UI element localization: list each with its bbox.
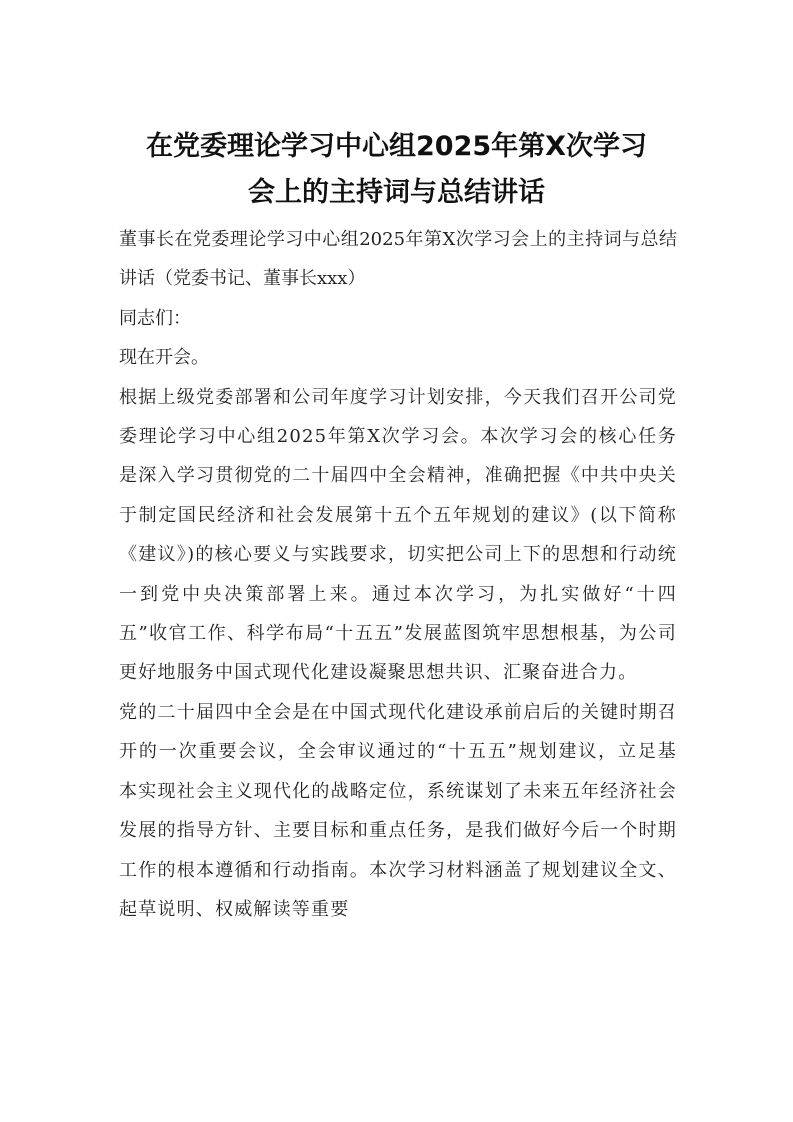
- paragraph-salutation: 同志们：: [119, 307, 191, 329]
- paragraph-body: 党的二十届四中全会是在中国式现代化建设承前启后的关键时期召开的一次重要会议，全会审议通过的“十五五”规划建议，立足基本实现社会主义现代化的战略定位，系统谋划了未来五年经济社会发展的指导方针、主要目标和重点任务，是我们做好今后一个时期工作的根本遵循和行动指南。本次学习材料涵盖了规划建议全文、起草说明、权威解读等重要: [119, 701, 677, 920]
- paragraph-body: 根据上级党委部署和公司年度学习计划安排，今天我们召开公司党委理论学习中心组2025年第X次学习会。本次学习会的核心任务是深入学习贯彻党的二十届四中全会精神，准确把握《中共中央关于制定国民经济和社会发展第十五个五年规划的建议》(以下简称《建议》)的核心要义与实践要求，切实把公司上下的思想和行动统一到党中央决策部署上来。通过本次学习，为扎实做好“十四五”收官工作、科学布局“十五五”发展蓝图筑牢思想根基，为公司更好地服务中国式现代化建设凝聚思想共识、汇聚奋进合力。: [119, 386, 677, 684]
- document-title-line-1: 在党委理论学习中心组2025年第X次学习: [146, 131, 647, 162]
- paragraph-opening: 现在开会。: [119, 347, 209, 369]
- paragraph-heading: 董事长在党委理论学习中心组2025年第X次学习会上的主持词与总结讲话（党委书记、董事长xxx）: [119, 229, 677, 290]
- document-title-line-2: 会上的主持词与总结讲话: [248, 177, 545, 208]
- document-body: [119, 220, 677, 929]
